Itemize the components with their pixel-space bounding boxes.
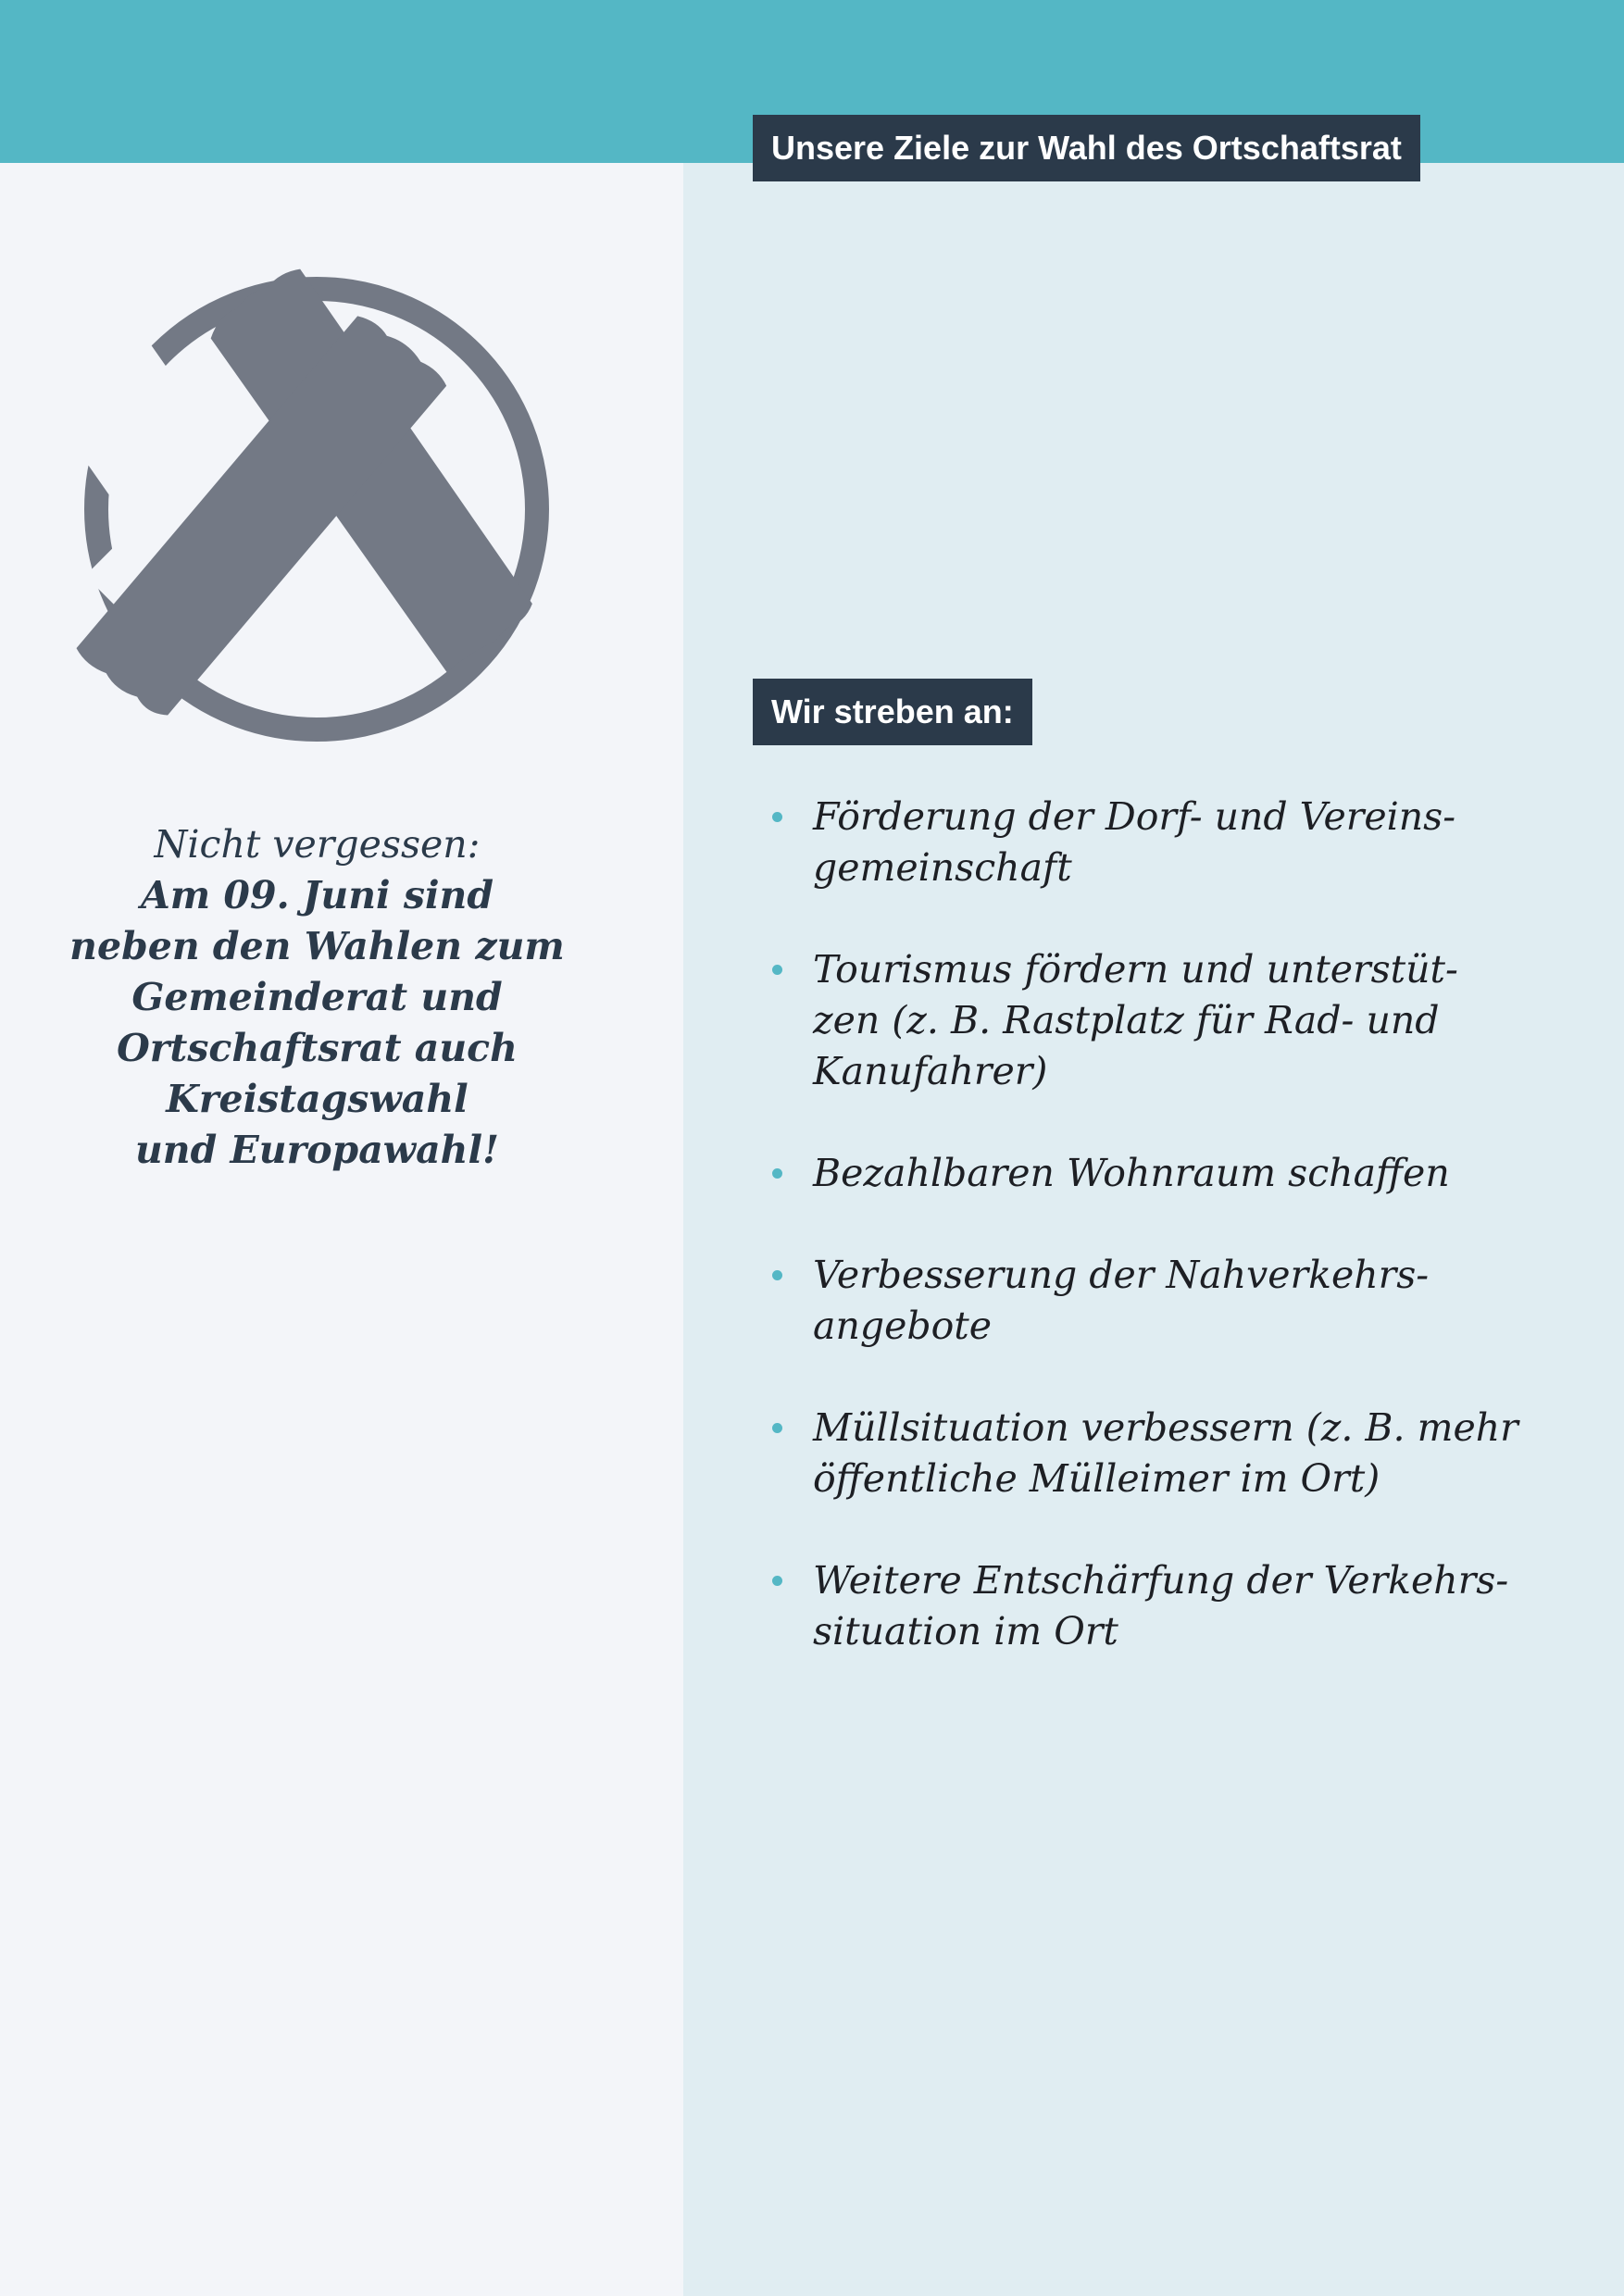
list-item: Müllsituation verbessern (z. B. mehr öffentliche Mülleimer im Ort) [768,1403,1537,1504]
bullet-icon [772,1576,782,1586]
bullet-icon [772,965,782,975]
page-title: Unsere Ziele zur Wahl des Ortschaftsrat [753,115,1420,181]
list-item: Förderung der Dorf- und Vereins- gemeinschaft [768,792,1537,893]
goals-heading: Wir streben an: [753,679,1032,745]
ballot-cross-circle-icon [74,231,574,750]
reminder-main: Am 09. Juni sind neben den Wahlen zum Gemeinderat und Ortschaftsrat auch Kreistagswahl und Europawahl! [69,873,565,1172]
list-item: Weitere Entschärfung der Verkehrs- situation im Ort [768,1555,1537,1657]
reminder-intro: Nicht vergessen: [154,822,481,867]
list-item: Tourismus fördern und unterstüt- zen (z. B. Rastplatz für Rad- und Kanufahrer) [768,944,1537,1097]
bullet-icon [772,1270,782,1280]
reminder-text [56,819,579,1176]
bullet-icon [772,812,782,822]
bullet-icon [772,1168,782,1179]
bullet-icon [772,1423,782,1433]
goals-list [768,792,1537,1708]
list-item: Bezahlbaren Wohnraum schaffen [768,1148,1537,1199]
list-item: Verbesserung der Nahverkehrs- angebote [768,1250,1537,1352]
